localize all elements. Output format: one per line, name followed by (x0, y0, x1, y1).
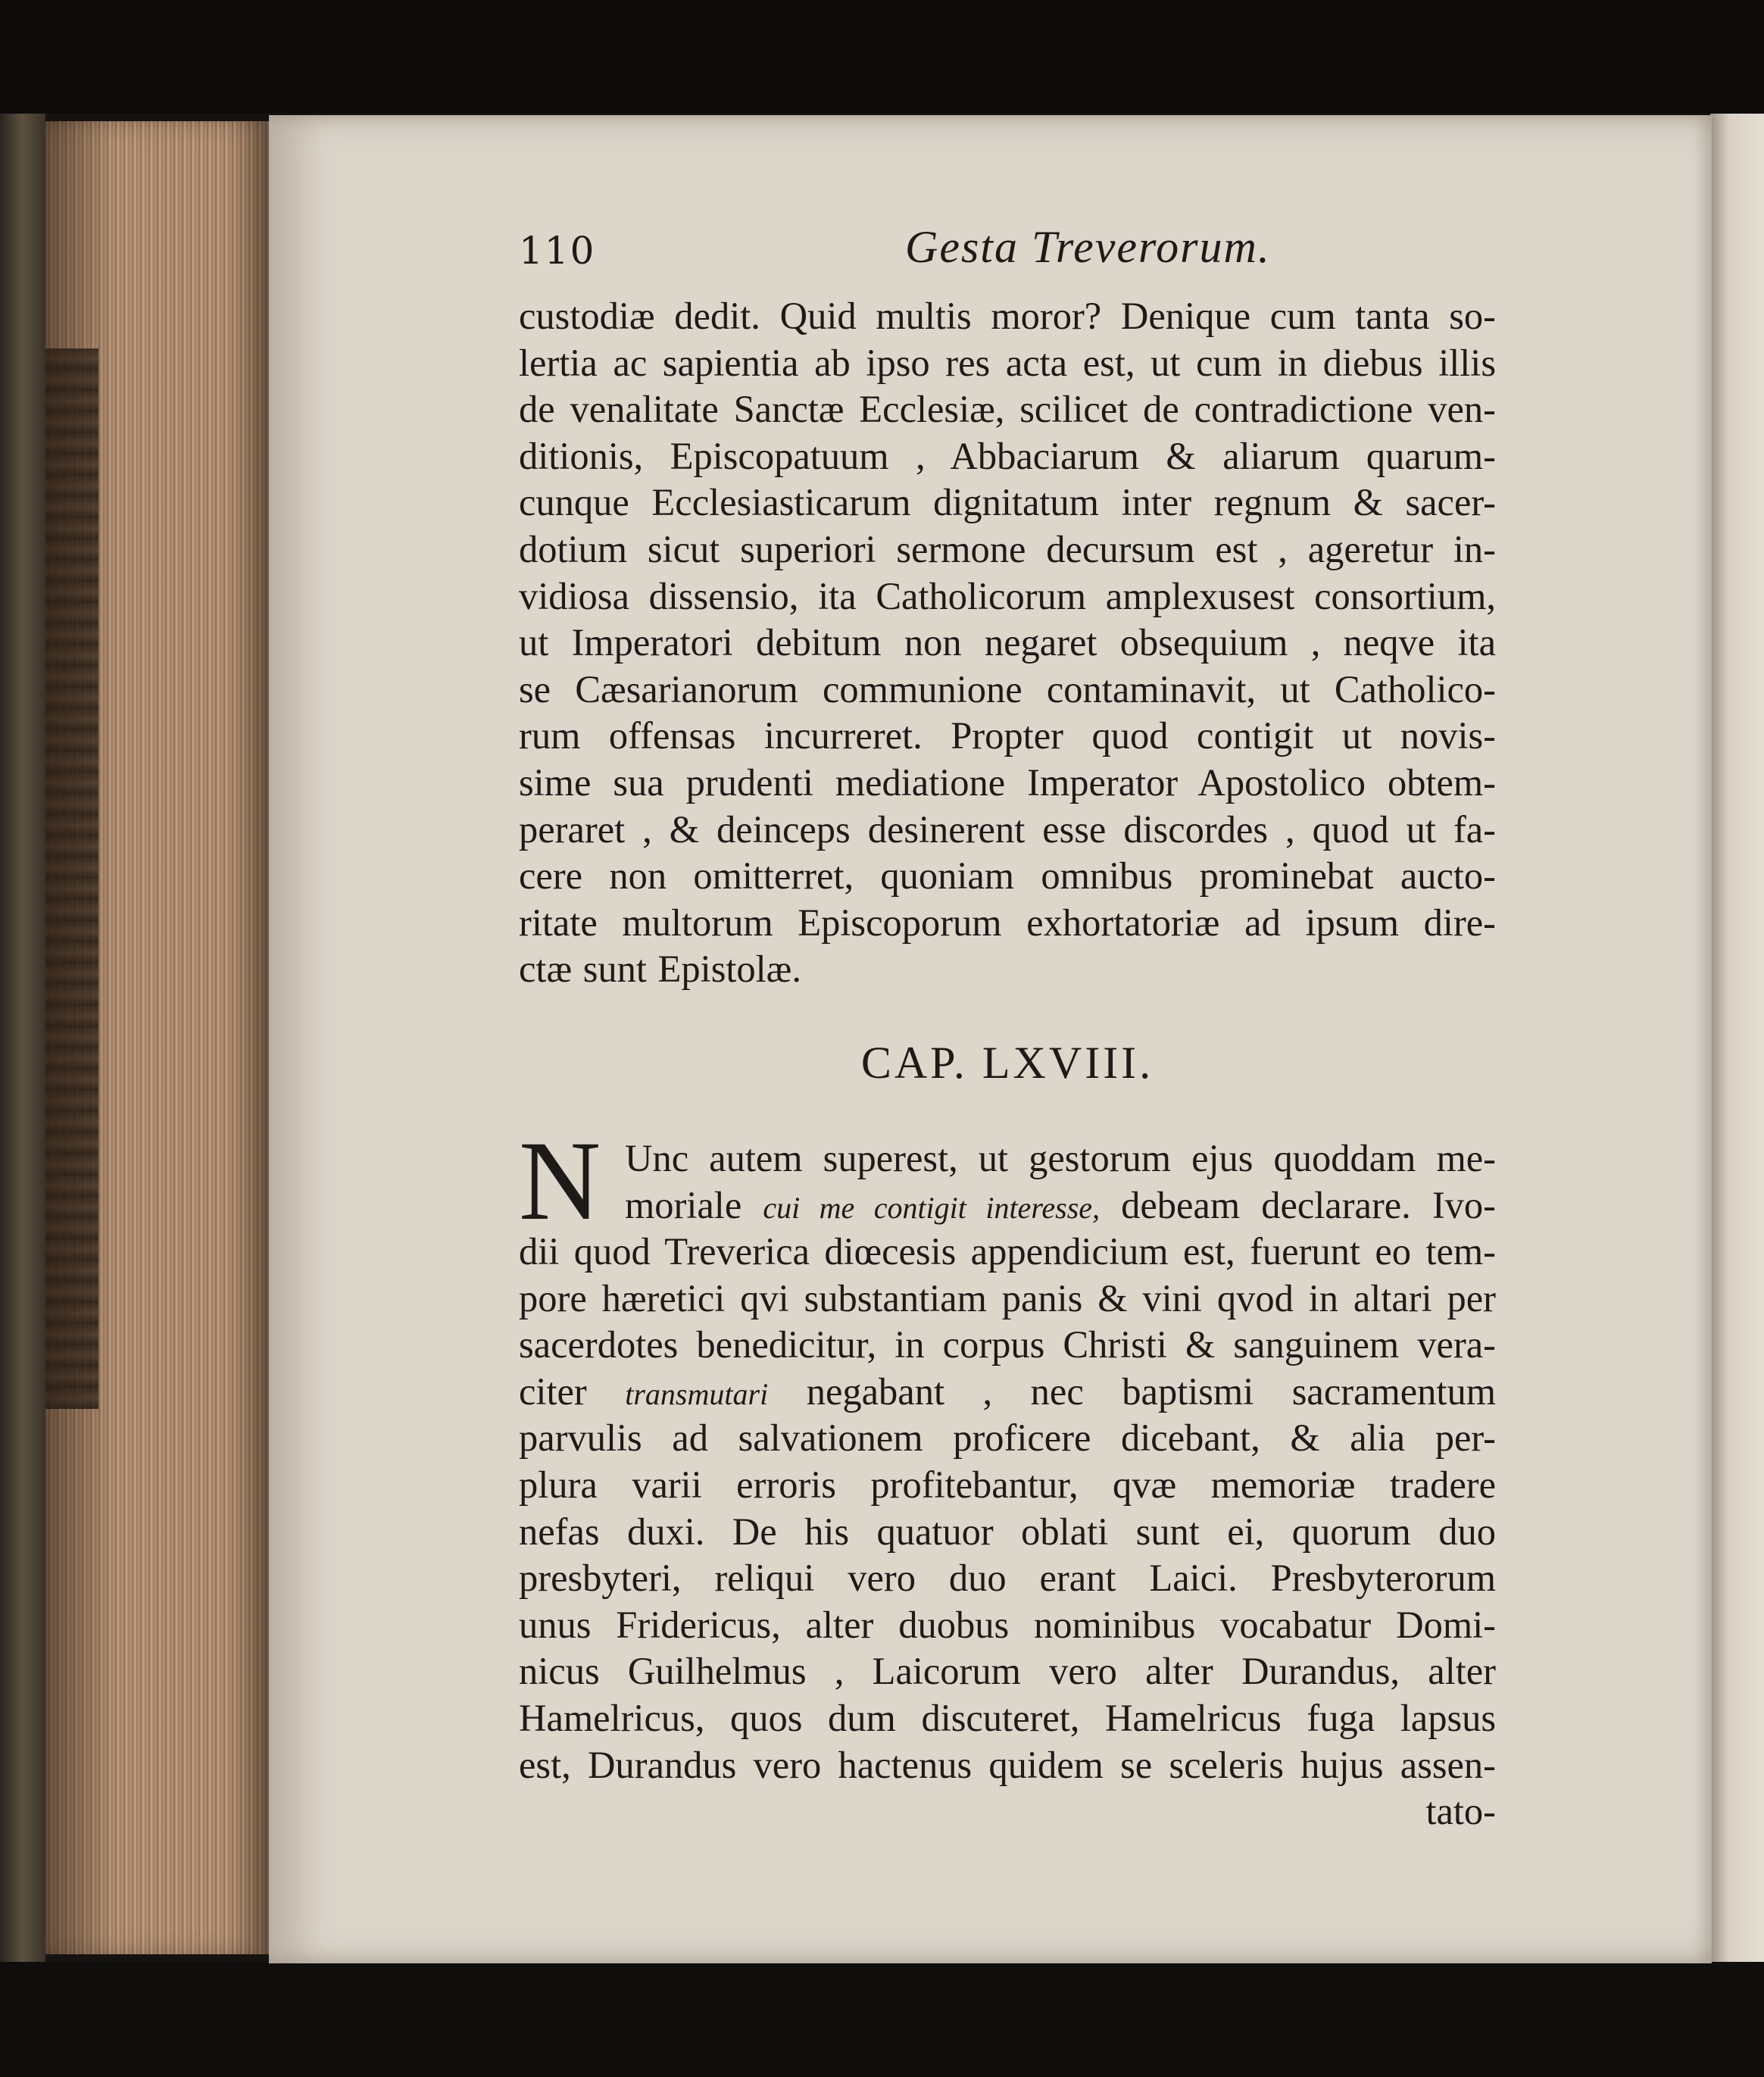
scan-background-top (0, 0, 1764, 114)
text-line: parvulis ad salvationem proficere dicebant, & alia per- (519, 1416, 1496, 1460)
facing-page-edge (1710, 114, 1764, 1962)
running-title: Gesta Treverorum. (905, 222, 1271, 272)
text-line: lertia ac sapientia ab ipso res acta est, ut cum in diebus illis (519, 341, 1496, 384)
text-run: negabant , nec baptismi sacramentum (768, 1370, 1496, 1413)
book-page (269, 115, 1712, 1963)
running-head (519, 221, 1496, 293)
text-line: ritate multorum Episcoporum exhortatoriæ ad ipsum dire- (519, 901, 1496, 944)
italic-phrase: cui me contigit interesse, (763, 1190, 1101, 1225)
text-line: ditionis, Episcopatuum , Abbaciarum & aliarum quarum- (519, 434, 1496, 477)
page-stack-shadow (45, 348, 98, 1409)
text-line: vidiosa dissensio, ita Catholicorum amplexusest consortium, (519, 574, 1496, 617)
text-line (519, 1369, 1496, 1416)
text-line: Hamelricus, quos dum discuteret, Hamelricus fuga lapsus (519, 1697, 1496, 1740)
text-line: pore hæretici qvi substantiam panis & vini qvod in altari per (519, 1276, 1496, 1320)
text-run: debeam declarare. Ivo- (1100, 1183, 1496, 1226)
text-line: nicus Guilhelmus , Laicorum vero alter Durandus, alter (519, 1650, 1496, 1693)
text-run: moriale (625, 1183, 763, 1226)
page-text-block (519, 221, 1496, 1835)
text-line: de venalitate Sanctæ Ecclesiæ, scilicet de contradictione ven- (519, 388, 1496, 431)
text-line (519, 1182, 1496, 1229)
text-run: citer (519, 1370, 626, 1413)
text-line: dii quod Treverica diœcesis appendicium est, fuerunt eo tem- (519, 1230, 1496, 1273)
drop-cap: N (519, 1117, 601, 1244)
text-line: cunque Ecclesiasticarum dignitatum inter regnum & sacer- (519, 481, 1496, 524)
book-cover-edge (0, 114, 45, 1969)
text-line: presbyteri, reliqui vero duo erant Laici. Presbyterorum (519, 1557, 1496, 1600)
text-line: est, Durandus vero hactenus quidem se sceleris hujus assen- (519, 1743, 1496, 1786)
text-line: sime sua prudenti mediatione Imperator Apostolico obtem- (519, 761, 1496, 804)
italic-phrase: transmutari (625, 1376, 769, 1411)
text-line: custodiæ dedit. Quid multis moror? Denique cum tanta so- (519, 295, 1496, 337)
text-line: ut Imperatori debitum non negaret obsequium , neqve ita (519, 621, 1496, 664)
text-line: rum offensas incurreret. Propter quod contigit ut novis- (519, 714, 1496, 757)
catchword: tato- (1425, 1790, 1496, 1833)
text-line: Unc autem superest, ut gestorum ejus quoddam me- (625, 1136, 1496, 1179)
text-line: nefas duxi. De his quatuor oblati sunt ei, quorum duo (519, 1510, 1496, 1553)
text-line: peraret , & deinceps desinerent esse discordes , quod ut fa- (519, 807, 1496, 851)
text-line: ctæ sunt Epistolæ. (519, 948, 801, 991)
chapter-heading: CAP. LXVIII. (860, 1037, 1154, 1088)
text-line: dotium sicut superiori sermone decursum est , ageretur in- (519, 527, 1496, 570)
text-line: sacerdotes benedicitur, in corpus Christi & sanguinem vera- (519, 1323, 1496, 1366)
paragraph-2 (519, 1117, 1496, 1835)
paragraph-1 (519, 293, 1496, 993)
book-page-stack (45, 121, 273, 1954)
text-line: plura varii erroris profitebantur, qvæ memoriæ tradere (519, 1463, 1496, 1507)
scan-background-bottom (0, 1962, 1764, 2077)
page-number: 110 (519, 229, 596, 273)
text-line: unus Fridericus, alter duobus nominibus vocabatur Domi- (519, 1603, 1496, 1646)
text-line: se Cæsarianorum communione contaminavit, ut Catholico- (519, 667, 1496, 711)
text-line: cere non omitterret, quoniam omnibus prominebat aucto- (519, 854, 1496, 898)
